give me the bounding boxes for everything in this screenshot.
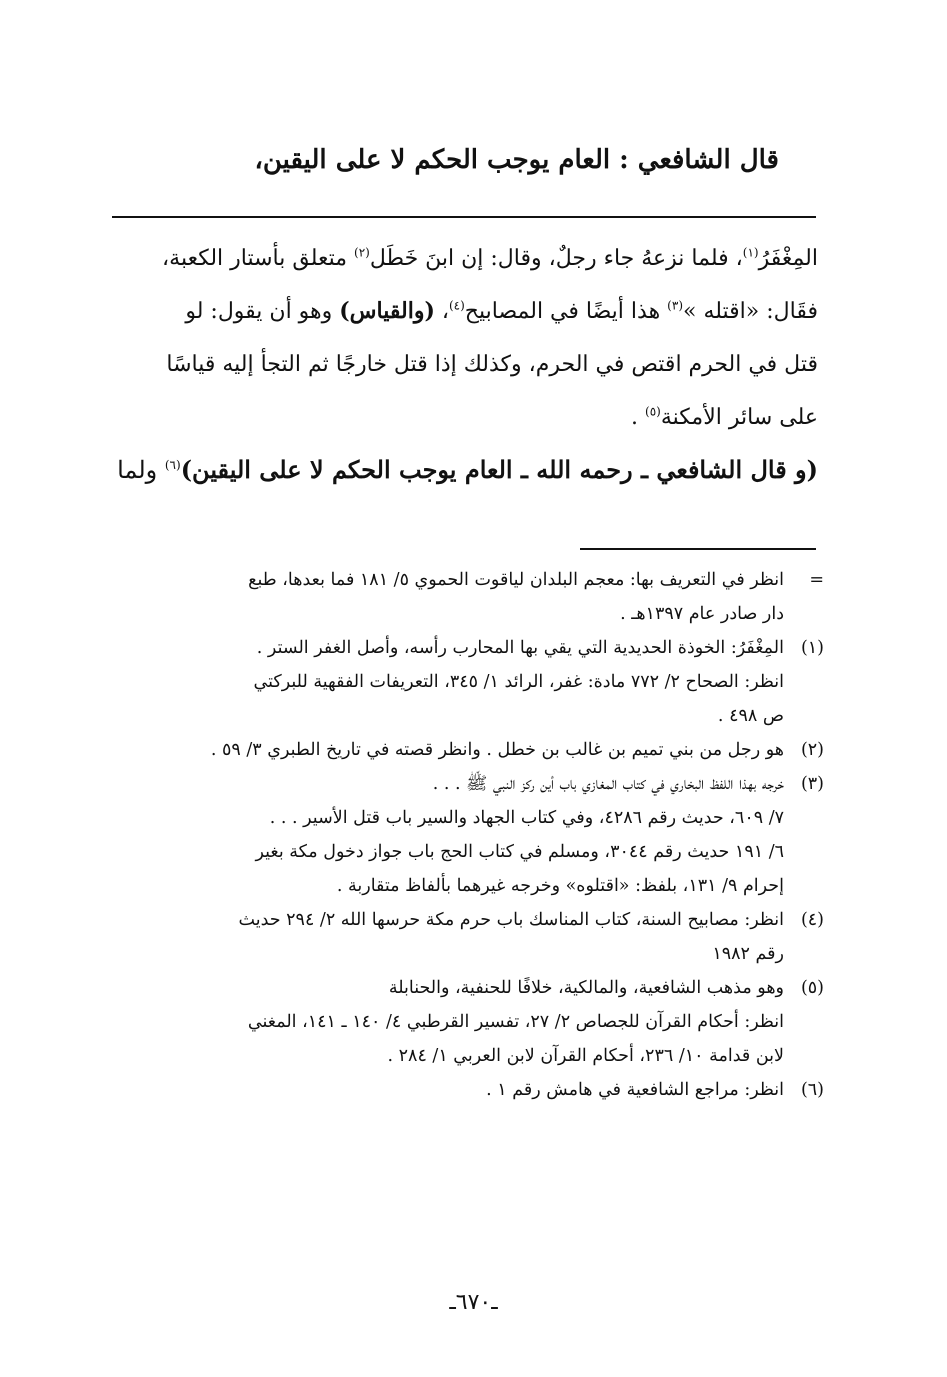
footnote-body — [112, 733, 784, 767]
footnote-line: رقم ١٩٨٢ — [712, 944, 784, 964]
footnote-line: ٦/ ١٩١ حديث رقم ٣٠٤٤، ومسلم في كتاب الحج باب جواز دخول مكة بغير — [255, 842, 784, 862]
footnote-number: (٣) — [800, 774, 824, 794]
footnote-ref-2[interactable]: (٢) — [354, 245, 370, 260]
footnote-continued — [112, 563, 824, 631]
text-fragment: على سائر الأمكنة — [660, 405, 818, 430]
text-fragment: متعلق بأستار الكعبة، — [162, 246, 355, 271]
running-head: قال الشافعي : العام يوجب الحكم لا على اليقين، — [254, 145, 779, 175]
footnote-line: انظر: أحكام القرآن للجصاص ٢/ ٢٧، تفسير القرطبي ٤/ ١٤٠ ـ ١٤١، المغني — [247, 1012, 784, 1032]
footnote-line: انظر في التعريف بها: معجم البلدان لياقوت الحموي ٥/ ١٨١ فما بعدها، طبع — [248, 570, 784, 590]
footnote-line: دار صادر عام ١٣٩٧هـ . — [620, 604, 784, 624]
footnote-5 — [112, 971, 824, 1073]
footnote-line: ٧/ ٦٠٩، حديث رقم ٤٢٨٦، وفي كتاب الجهاد والسير باب قتل الأسير . . . — [269, 808, 784, 828]
footnote-1 — [112, 631, 824, 733]
header-rule — [112, 216, 816, 218]
footnote-line: إحرام ٩/ ١٣١، بلفظ: «اقتلوه» وخرجه غيرهما بألفاظ متقاربة . — [336, 876, 784, 896]
footnote-body — [112, 1073, 784, 1107]
footnote-line: انظر: مصابيح السنة، كتاب المناسك باب حرم مكة حرسها الله ٢/ ٢٩٤ حديث — [238, 910, 784, 930]
footnote-2 — [112, 733, 824, 767]
footnote-marker: = — [809, 570, 824, 590]
footnote-line: لابن قدامة ١٠/ ٢٣٦، أحكام القرآن لابن العربي ١/ ٢٨٤ . — [387, 1046, 784, 1066]
footnotes — [112, 563, 824, 1107]
text-fragment: . — [631, 405, 645, 430]
text-fragment: وهو أن يقول: لو — [185, 299, 340, 324]
footnote-line: هو رجل من بني تميم بن غالب بن خطل . وانظر قصته في تاريخ الطبري ٣/ ٥٩ . — [210, 740, 784, 760]
text-line-4 — [112, 391, 818, 444]
footnote-line: وهو مذهب الشافعية، والمالكية، خلافًا للحنفية، والحنابلة — [388, 978, 784, 998]
section-heading — [112, 450, 818, 490]
text-fragment: ، — [434, 299, 449, 324]
bold-term: (والقياس) — [339, 298, 435, 324]
footnote-body — [112, 767, 784, 903]
footnote-ref-6[interactable]: (٦) — [164, 458, 181, 472]
footnote-line: انظر: الصحاح ٢/ ٧٧٢ مادة: غفر، الرائد ١/ ٣٤٥، التعريفات الفقهية للبركتي — [253, 672, 784, 692]
page-number: ـ٦٧٠ـ — [449, 1290, 498, 1315]
footnote-number: (٥) — [800, 978, 824, 998]
footnote-ref-4[interactable]: (٤) — [448, 298, 465, 313]
footnote-body — [112, 903, 784, 971]
footnote-body — [112, 563, 784, 631]
footnote-ref-5[interactable]: (٥) — [645, 404, 661, 419]
text-fragment: فقَال: «اقتله » — [683, 299, 818, 324]
footnote-body — [112, 631, 784, 733]
text-fragment: المِغْفَرُ — [758, 246, 818, 271]
main-text — [112, 232, 818, 444]
footnote-6 — [112, 1073, 824, 1107]
footnote-line: خرجه بهذا اللفظ البخاري في كتاب المغازي باب أين ركز النبي ﷺ . . . — [432, 774, 784, 794]
heading-bold-text: (و قال الشافعي ـ رحمه الله ـ العام يوجب الحكم لا على اليقين) — [180, 455, 818, 484]
footnote-number: (١) — [800, 638, 824, 658]
text-line-3: قتل في الحرم اقتص في الحرم، وكذلك إذا قتل خارجًا ثم التجأ إليه قياسًا — [166, 352, 818, 377]
footnotes-rule — [580, 548, 816, 550]
heading-tail: ولما — [117, 456, 165, 484]
footnote-ref-3[interactable]: (٣) — [667, 298, 683, 313]
footnote-body — [112, 971, 784, 1073]
text-line-1 — [112, 232, 818, 285]
footnote-number: (٤) — [800, 910, 824, 930]
text-fragment: هذا أيضًا في المصابيح — [464, 299, 668, 324]
footnote-3 — [112, 767, 824, 903]
footnote-number: (٢) — [800, 740, 824, 760]
footnote-line: انظر: مراجع الشافعية في هامش رقم ١ . — [486, 1080, 784, 1100]
footnote-ref-1[interactable]: (١) — [742, 245, 759, 260]
footnote-number: (٦) — [800, 1080, 824, 1100]
text-fragment: ، فلما نزعهُ جاء رجلٌ، وقال: إن ابنَ خَطَل — [369, 246, 743, 271]
footnote-line: ص ٤٩٨ . — [717, 706, 784, 726]
footnote-line: المِغْفَرُ: الخوذة الحديدية التي يقي بها المحارب رأسه، وأصل الغفر الستر . — [256, 638, 784, 658]
footnote-4 — [112, 903, 824, 971]
text-line-2 — [112, 285, 818, 338]
